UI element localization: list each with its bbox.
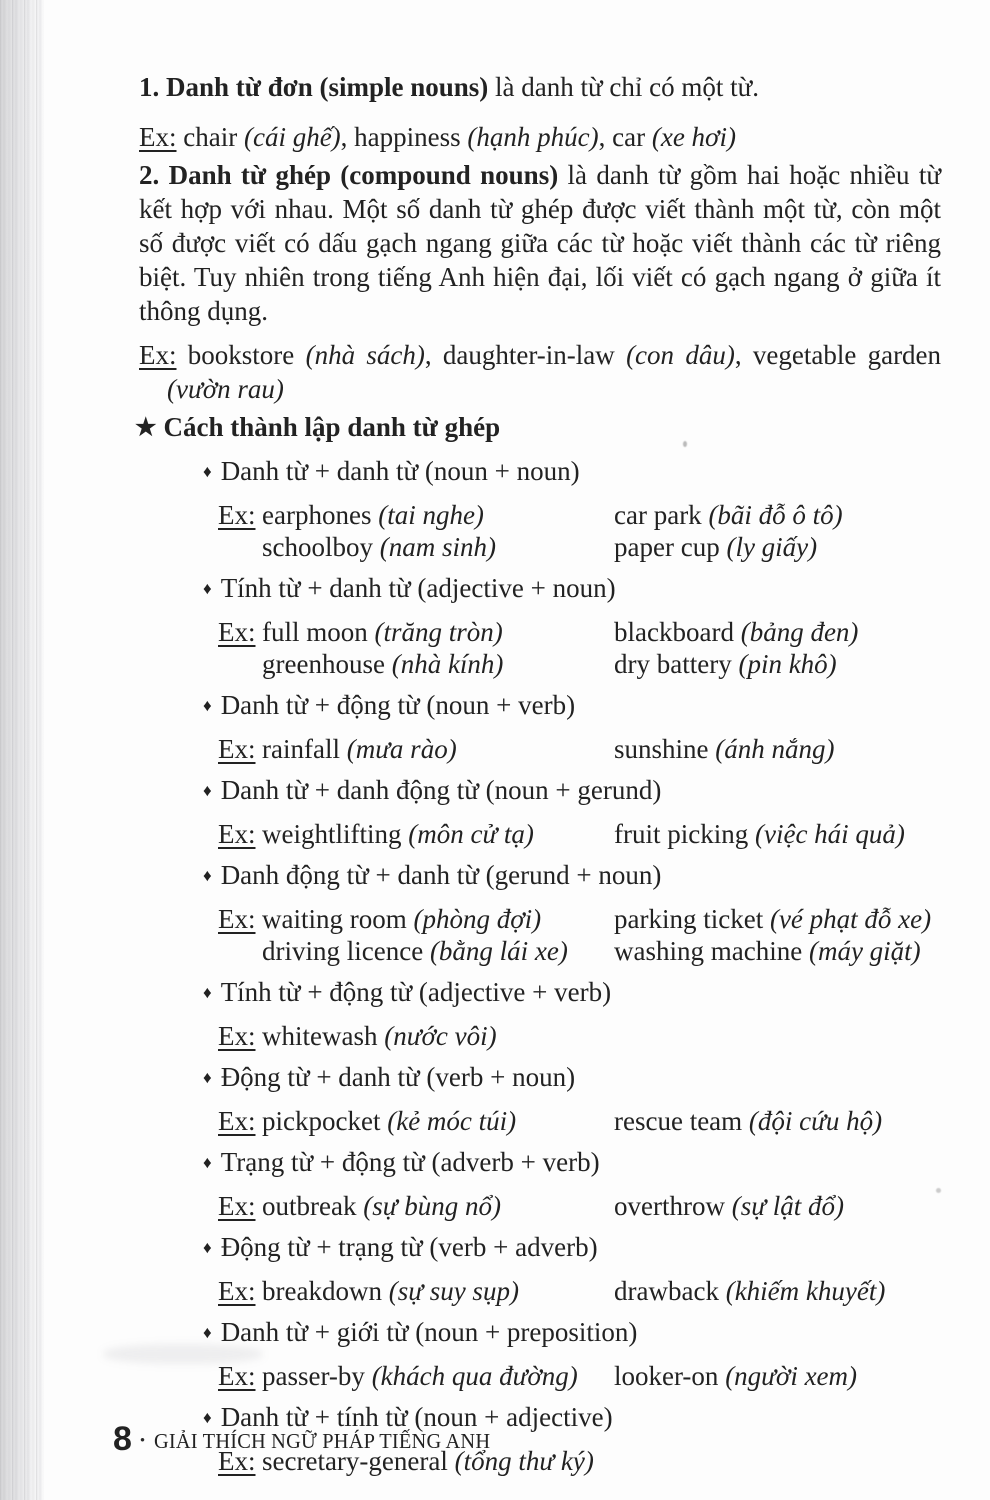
- example-translation: (bãi đỗ ô tô): [708, 500, 843, 530]
- star-icon: ★: [135, 415, 157, 441]
- formation-example-row: [218, 903, 941, 935]
- example-label: [218, 1275, 262, 1307]
- example-label: [218, 903, 262, 935]
- diamond-bullet-icon: ♦: [203, 1068, 212, 1087]
- example-label: [218, 935, 262, 967]
- compound-formation-block: [139, 774, 941, 850]
- compound-formation-block: [139, 572, 941, 680]
- example-word: sunshine: [614, 734, 716, 764]
- example-cell-right: [614, 1360, 941, 1392]
- example-cell-left: [262, 616, 614, 648]
- example-label: [218, 1360, 262, 1392]
- formation-example-row: [218, 531, 941, 563]
- example-translation: (ánh nắng): [715, 734, 835, 764]
- formation-heading: [203, 1061, 941, 1097]
- example-cell-left: [262, 818, 614, 850]
- example-word: earphones: [262, 500, 379, 530]
- diamond-bullet-icon: ♦: [203, 1153, 212, 1172]
- example-cell-left: [262, 1275, 614, 1307]
- example-translation: (sự lật đổ): [731, 1191, 844, 1221]
- example-translation: (nam sinh): [379, 532, 496, 562]
- page-number: 8: [113, 1420, 132, 1458]
- example-translation: (nước vôi): [384, 1021, 497, 1051]
- formation-pattern: Danh từ + danh từ (noun + noun): [220, 456, 580, 486]
- example-word: fruit picking: [614, 819, 755, 849]
- example-word: passer-by: [262, 1361, 372, 1391]
- example-label-text: Ex:: [218, 500, 256, 530]
- example-label: [218, 1020, 262, 1052]
- example-cell-right: [614, 499, 941, 531]
- example-cell-right: [614, 1105, 941, 1137]
- scan-edge-shadow: [0, 0, 44, 1500]
- formation-heading: [203, 859, 941, 895]
- example-cell-right: [614, 1445, 941, 1477]
- example-word: outbreak: [262, 1191, 364, 1221]
- footer-separator-icon: •: [139, 1433, 146, 1449]
- example-cell-right: [614, 818, 941, 850]
- example-translation: (ly giấy): [726, 532, 818, 562]
- example-label-text: Ex:: [218, 1446, 256, 1476]
- example-word: blackboard: [614, 617, 741, 647]
- example-translation: (trăng tròn): [374, 617, 503, 647]
- example-label: Ex:: [139, 122, 177, 152]
- example-translation: (khách qua đường): [371, 1361, 578, 1391]
- example-translation: (bằng lái xe): [429, 936, 568, 966]
- formation-heading: [203, 455, 941, 491]
- example-translation: (tai nghe): [378, 500, 484, 530]
- formation-example-row: [218, 818, 941, 850]
- example-label-text: Ex:: [218, 1021, 256, 1051]
- example-pairs: chair (cái ghế), happiness (hạnh phúc), car (xe hơi): [183, 122, 736, 152]
- formation-example-row: [218, 616, 941, 648]
- formation-pattern: Tính từ + động từ (adjective + verb): [220, 977, 612, 1007]
- formation-example-row: [218, 1360, 941, 1392]
- compound-formation-block: [139, 1231, 941, 1307]
- example-translation: (cái ghế): [243, 122, 341, 152]
- example-word: schoolboy: [262, 532, 380, 562]
- formation-pattern: Động từ + trạng từ (verb + adverb): [220, 1232, 598, 1262]
- formation-pattern: Động từ + danh từ (verb + noun): [220, 1062, 576, 1092]
- formation-example-row: [218, 1190, 941, 1222]
- section-example-line: [139, 338, 941, 406]
- formation-example-row: [218, 733, 941, 765]
- example-translation: (sự bùng nổ): [363, 1191, 501, 1221]
- heading-text: Cách thành lập danh từ ghép: [163, 412, 501, 442]
- formation-pattern: Danh từ + danh động từ (noun + gerund): [220, 775, 662, 805]
- example-word: vegetable garden: [752, 340, 942, 370]
- formation-pattern: Danh từ + động từ (noun + verb): [220, 690, 576, 720]
- formation-pattern: Danh động từ + danh từ (gerund + noun): [220, 860, 662, 890]
- example-label: [218, 733, 262, 765]
- noun-type-section: [139, 70, 941, 154]
- formation-heading: [203, 774, 941, 810]
- example-cell-right: [614, 616, 941, 648]
- diamond-bullet-icon: ♦: [203, 462, 212, 481]
- example-word: pickpocket: [262, 1106, 388, 1136]
- compound-formation-block: [139, 689, 941, 765]
- example-label: [218, 499, 262, 531]
- example-word: bookstore: [187, 340, 306, 370]
- example-word: dry battery: [614, 649, 739, 679]
- example-translation: (nhà kính): [391, 649, 504, 679]
- example-label-text: Ex:: [218, 1191, 256, 1221]
- diamond-bullet-icon: ♦: [203, 1238, 212, 1257]
- compound-formation-block: [139, 455, 941, 563]
- formation-pattern: Trạng từ + động từ (adverb + verb): [220, 1147, 600, 1177]
- example-translation: (đội cứu hộ): [748, 1106, 883, 1136]
- example-label-text: Ex:: [218, 1106, 256, 1136]
- section-title-term: Danh từ ghép (compound nouns): [168, 160, 559, 190]
- example-cell-left: [262, 903, 614, 935]
- noun-type-section: [139, 158, 941, 406]
- section-example-line: [139, 120, 941, 154]
- example-cell-left: [262, 935, 614, 967]
- example-translation: (máy giặt): [808, 936, 921, 966]
- example-label: [218, 1190, 262, 1222]
- formation-heading: [203, 976, 941, 1012]
- example-cell-left: [262, 499, 614, 531]
- example-label-text: Ex:: [218, 1361, 256, 1391]
- formation-heading: [203, 1231, 941, 1267]
- example-translation: (nhà sách): [305, 340, 425, 370]
- example-label-text: Ex:: [218, 617, 256, 647]
- compound-formation-heading: [135, 410, 941, 446]
- example-translation: (vé phạt đỗ xe): [769, 904, 932, 934]
- example-cell-right: [614, 1190, 941, 1222]
- formation-list: [139, 455, 941, 1477]
- example-word: whitewash: [262, 1021, 385, 1051]
- example-label-text: Ex:: [218, 734, 256, 764]
- example-cell-right: [614, 733, 941, 765]
- section-number: 2.: [139, 160, 169, 190]
- example-word: washing machine: [614, 936, 809, 966]
- example-label: [218, 616, 262, 648]
- example-label-text: Ex:: [218, 904, 256, 934]
- example-pairs: bookstore (nhà sách), daughter-in-law (con dâu), vegetable garden (vườn rau): [167, 340, 942, 404]
- example-word: driving licence: [262, 936, 430, 966]
- example-word: car: [612, 122, 652, 152]
- example-cell-left: [262, 1105, 614, 1137]
- formation-heading: [203, 1146, 941, 1182]
- example-translation: (pin khô): [738, 649, 837, 679]
- example-word: secretary-general: [262, 1446, 455, 1476]
- section-title-definition: là danh từ chỉ có một từ.: [488, 72, 759, 102]
- formation-pattern: Tính từ + danh từ (adjective + noun): [220, 573, 616, 603]
- compound-formation-block: [139, 976, 941, 1052]
- example-translation: (môn cử tạ): [408, 819, 534, 849]
- compound-formation-block: [139, 1061, 941, 1137]
- example-translation: (con dâu): [626, 340, 735, 370]
- diamond-bullet-icon: ♦: [203, 983, 212, 1002]
- example-translation: (kẻ móc túi): [387, 1106, 517, 1136]
- page-footer: [113, 1420, 501, 1459]
- formation-example-row: [218, 1105, 941, 1137]
- book-title: GIẢI THÍCH NGỮ PHÁP TIẾNG ANH: [154, 1428, 491, 1453]
- example-cell-right: [614, 531, 941, 563]
- formation-heading: [203, 1316, 941, 1352]
- example-translation: (khiếm khuyết): [725, 1276, 886, 1306]
- section-title: [139, 70, 941, 104]
- formation-example-row: [218, 499, 941, 531]
- formation-example-row: [218, 648, 941, 680]
- formation-example-row: [218, 935, 941, 967]
- example-word: greenhouse: [262, 649, 392, 679]
- example-word: weightlifting: [262, 819, 409, 849]
- example-word: rescue team: [614, 1106, 749, 1136]
- example-cell-left: [262, 1360, 614, 1392]
- example-translation: (xe hơi): [651, 122, 736, 152]
- formation-heading: [203, 689, 941, 725]
- compound-formation-block: [139, 1316, 941, 1392]
- formation-pattern: Danh từ + giới từ (noun + preposition): [220, 1317, 638, 1347]
- example-label: [218, 818, 262, 850]
- example-label: [218, 1105, 262, 1137]
- formation-example-row: [218, 1020, 941, 1052]
- example-cell-left: [262, 531, 614, 563]
- formation-pattern: Danh từ + tính từ (noun + adjective): [220, 1402, 613, 1432]
- section-title: [139, 158, 941, 328]
- formation-heading: [203, 572, 941, 608]
- example-translation: (sự suy sụp): [388, 1276, 519, 1306]
- example-translation: (việc hái quả): [754, 819, 905, 849]
- example-word: rainfall: [262, 734, 347, 764]
- example-word: full moon: [262, 617, 375, 647]
- diamond-bullet-icon: ♦: [203, 1408, 212, 1427]
- compound-formation-block: [139, 859, 941, 967]
- section-title-definition: là danh từ gồm hai hoặc nhiều từ kết hợp với nhau. Một số danh từ ghép được viết thành một từ, còn một số được viết có dấu gạch ngang giữa các từ hoặc viết thành các từ riêng biệt. Tuy nhiên trong tiếng Anh hiện đại, lối viết có gạch ngang ở giữa ít thông dụng.: [139, 160, 941, 326]
- diamond-bullet-icon: ♦: [203, 866, 212, 885]
- example-cell-left: [262, 1020, 614, 1052]
- example-cell-left: [262, 648, 614, 680]
- example-translation: (hạnh phúc): [467, 122, 599, 152]
- formation-example-row: [218, 1275, 941, 1307]
- example-translation: (tổng thư ký): [454, 1446, 594, 1476]
- example-cell-right: [614, 648, 941, 680]
- example-word: chair: [183, 122, 244, 152]
- example-word: drawback: [614, 1276, 726, 1306]
- section-title-term: Danh từ đơn (simple nouns): [166, 72, 489, 102]
- example-label-text: Ex:: [218, 1276, 256, 1306]
- example-label: [218, 648, 262, 680]
- example-cell-left: [262, 733, 614, 765]
- compound-formation-block: [139, 1146, 941, 1222]
- example-translation: (phòng đợi): [413, 904, 542, 934]
- example-word: waiting room: [262, 904, 414, 934]
- example-word: parking ticket: [614, 904, 770, 934]
- example-word: breakdown: [262, 1276, 389, 1306]
- example-word: paper cup: [614, 532, 727, 562]
- noun-type-sections: [139, 70, 941, 406]
- example-cell-left: [262, 1190, 614, 1222]
- example-cell-right: [614, 1275, 941, 1307]
- diamond-bullet-icon: ♦: [203, 579, 212, 598]
- example-word: looker-on: [614, 1361, 726, 1391]
- example-word: car park: [614, 500, 709, 530]
- example-word: happiness: [354, 122, 468, 152]
- section-number: 1.: [139, 72, 166, 102]
- example-word: daughter-in-law: [442, 340, 627, 370]
- example-cell-right: [614, 903, 941, 935]
- example-label-text: Ex:: [218, 819, 256, 849]
- example-translation: (người xem): [725, 1361, 858, 1391]
- page-content: [135, 70, 942, 1477]
- example-word: overthrow: [614, 1191, 732, 1221]
- example-translation: (mưa rào): [346, 734, 457, 764]
- example-cell-right: [614, 935, 941, 967]
- example-translation: (bảng đen): [740, 617, 859, 647]
- diamond-bullet-icon: ♦: [203, 781, 212, 800]
- example-cell-right: [614, 1020, 941, 1052]
- example-translation: (vườn rau): [167, 374, 284, 404]
- diamond-bullet-icon: ♦: [203, 1323, 212, 1342]
- example-label: [218, 531, 262, 563]
- example-label: Ex:: [139, 340, 177, 370]
- diamond-bullet-icon: ♦: [203, 696, 212, 715]
